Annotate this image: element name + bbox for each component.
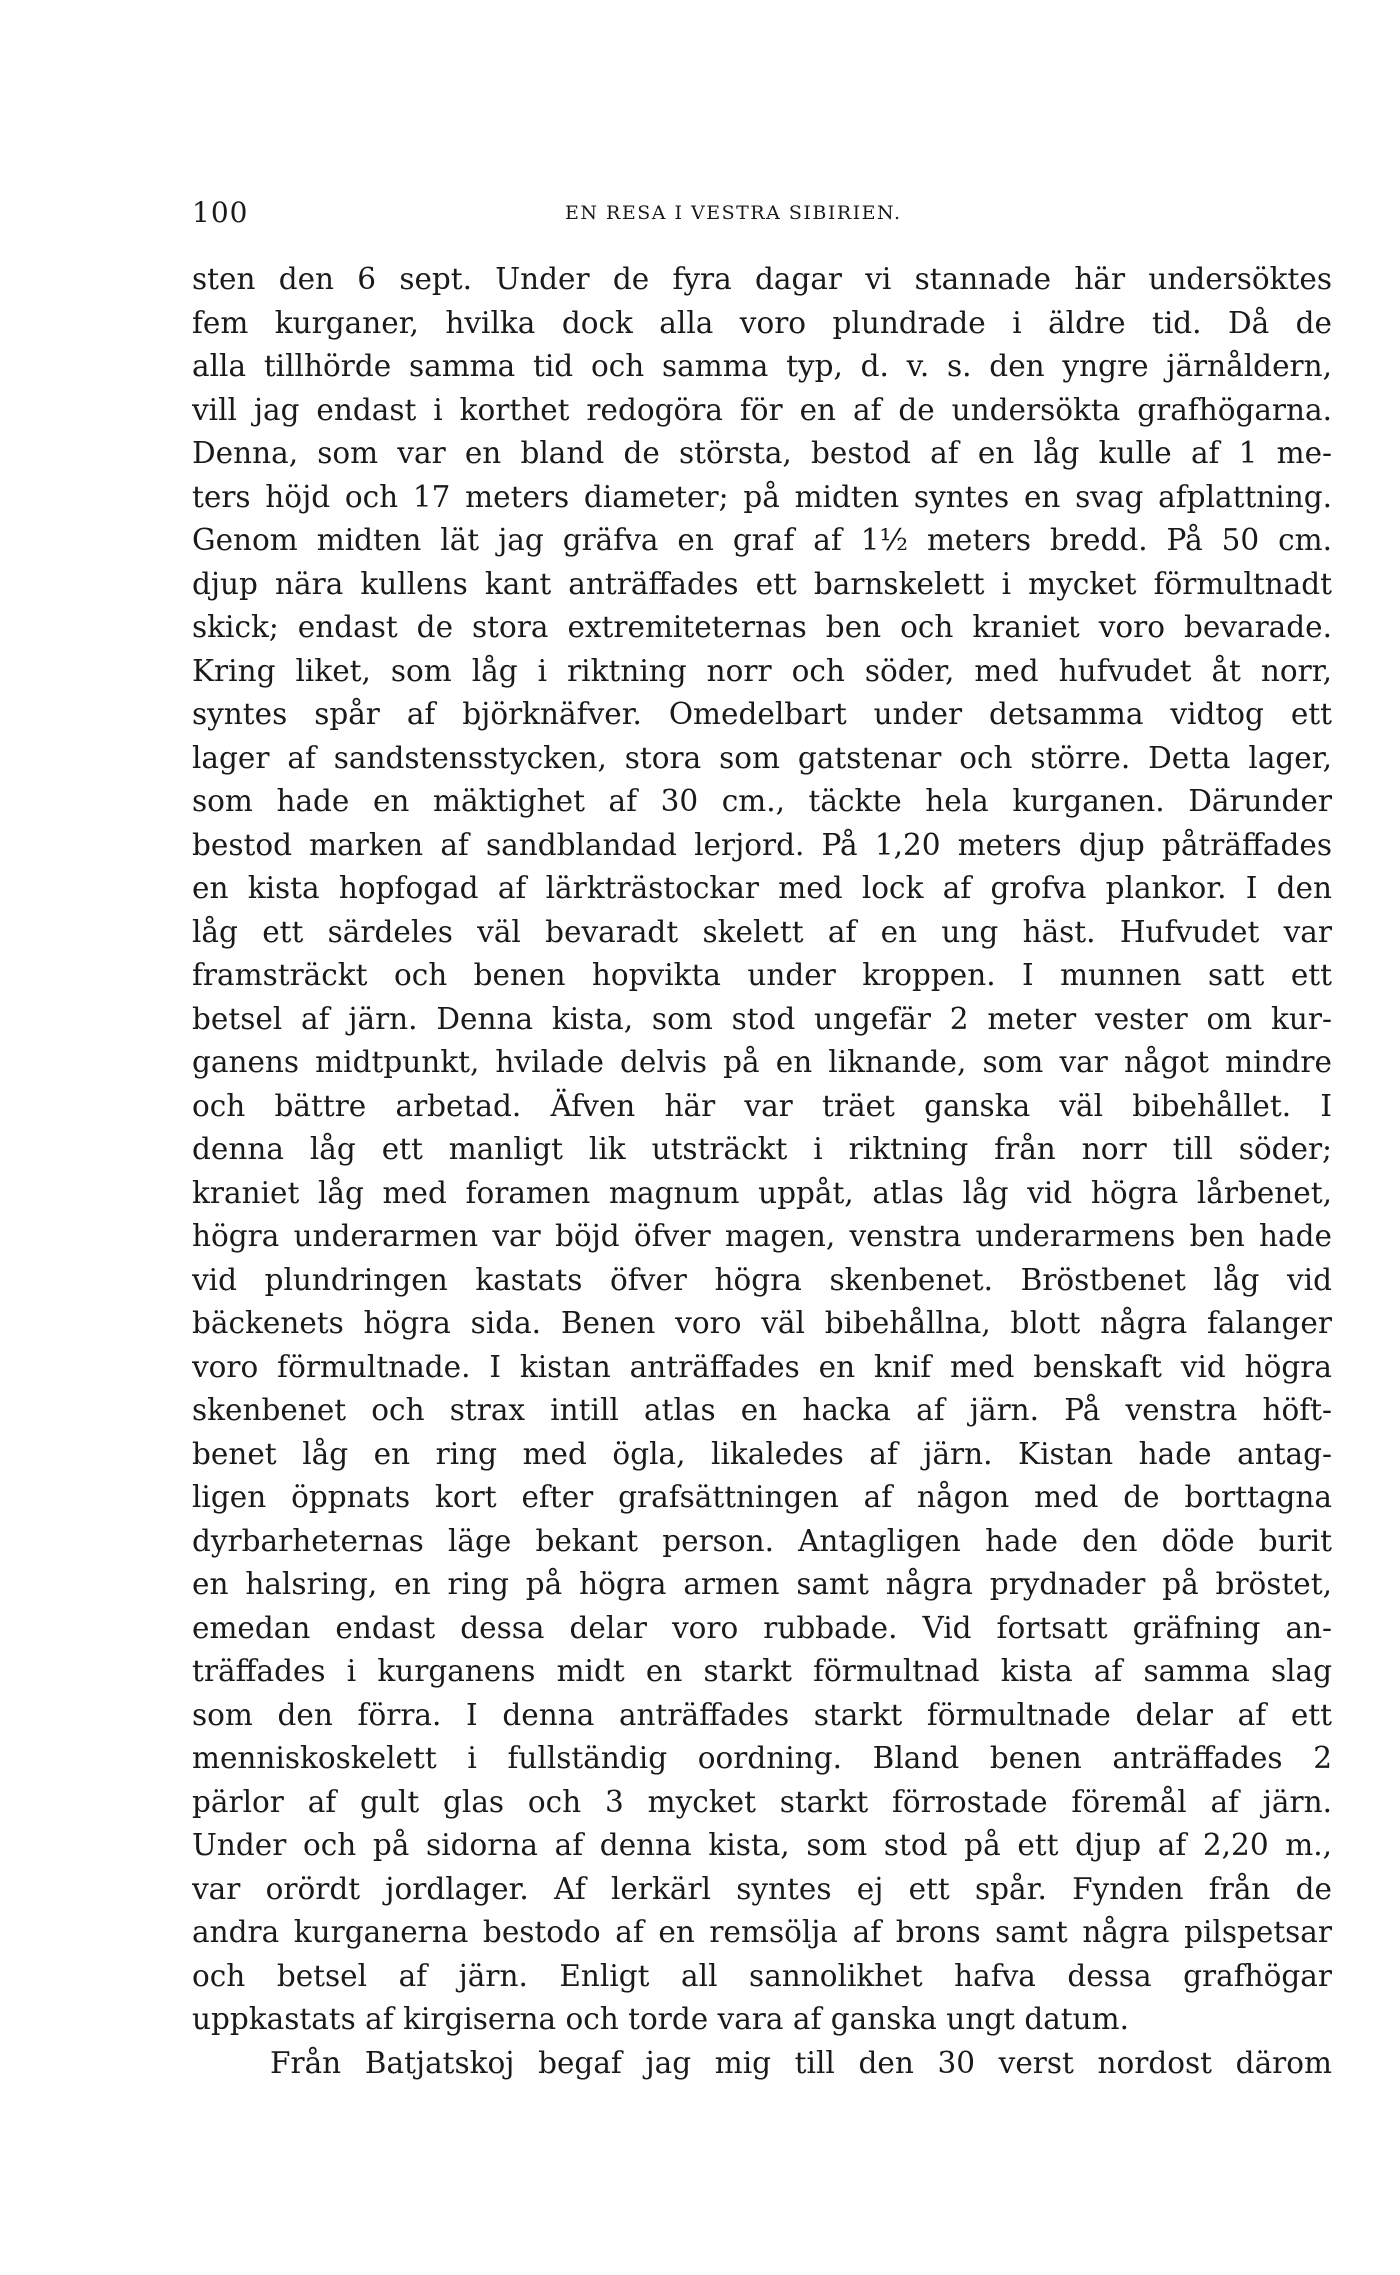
text-line: högra underarmen var böjd öfver magen, venstra underarmens ben hade <box>192 1219 1332 1253</box>
running-title: EN RESA I VESTRA SIBIRIEN. <box>565 202 902 224</box>
text-line: vill jag endast i korthet redogöra för en af de undersökta grafhögarna. <box>192 392 1332 427</box>
text-line: som hade en mäktighet af 30 cm., täckte hela kurganen. Därunder <box>192 784 1332 818</box>
text-line: sten den 6 sept. Under de fyra dagar vi stannade här undersöktes <box>192 262 1332 296</box>
text-line: dyrbarheternas läge bekant person. Antagligen hade den döde burit <box>192 1523 1332 1558</box>
text-line: fem kurganer, hvilka dock alla voro plundrade i äldre tid. Då de <box>192 305 1332 340</box>
text-line: benet låg en ring med ögla, likaledes af järn. Kistan hade antag- <box>192 1436 1332 1471</box>
text-line: alla tillhörde samma tid och samma typ, d. v. s. den yngre järnåldern, <box>192 349 1332 383</box>
text-line: skick; endast de stora extremiteternas ben och kraniet voro bevarade. <box>192 610 1332 644</box>
text-line: en kista hopfogad af lärkträstockar med lock af grofva plankor. I den <box>192 871 1332 905</box>
text-line: träffades i kurganens midt en starkt förmultnad kista af samma slag <box>192 1654 1332 1688</box>
text-line: pärlor af gult glas och 3 mycket starkt förrostade föremål af järn. <box>192 1784 1332 1819</box>
text-line: kraniet låg med foramen magnum uppåt, atlas låg vid högra lårbenet, <box>192 1175 1332 1210</box>
text-line: uppkastats af kirgiserna och torde vara af ganska ungt datum. <box>192 2002 1129 2036</box>
text-line: låg ett särdeles väl bevaradt skelett af en ung häst. Hufvudet var <box>192 914 1332 949</box>
text-line: Från Batjatskoj begaf jag mig till den 30 verst nordost därom <box>270 2045 1332 2080</box>
text-line: menniskoskelett i fullständig oordning. Bland benen anträffades 2 <box>192 1741 1332 1775</box>
text-line: lager af sandstensstycken, stora som gatstenar och större. Detta lager, <box>192 740 1332 775</box>
text-line: bäckenets högra sida. Benen voro väl bibehållna, blott några falanger <box>192 1306 1332 1340</box>
text-line: och betsel af järn. Enligt all sannolikhet hafva dessa grafhögar <box>192 1958 1332 1993</box>
text-line: ters höjd och 17 meters diameter; på midten syntes en svag afplattning. <box>192 479 1332 514</box>
text-line: framsträckt och benen hopvikta under kroppen. I munnen satt ett <box>192 958 1332 992</box>
text-line: Kring liket, som låg i riktning norr och söder, med hufvudet åt norr, <box>192 653 1332 688</box>
text-line: syntes spår af björknäfver. Omedelbart under detsamma vidtog ett <box>192 697 1332 731</box>
text-line: som den förra. I denna anträffades starkt förmultnade delar af ett <box>192 1697 1332 1732</box>
text-line: Denna, som var en bland de största, bestod af en låg kulle af 1 me- <box>192 436 1332 470</box>
text-line: Under och på sidorna af denna kista, som stod på ett djup af 2,20 m., <box>192 1828 1332 1862</box>
page-number: 100 <box>192 196 249 229</box>
text-line: betsel af järn. Denna kista, som stod ungefär 2 meter vester om kur- <box>192 1001 1332 1036</box>
text-line: denna låg ett manligt lik utsträckt i riktning från norr till söder; <box>192 1132 1332 1166</box>
text-line: djup nära kullens kant anträffades ett barnskelett i mycket förmultnadt <box>192 566 1332 601</box>
text-line: vid plundringen kastats öfver högra skenbenet. Bröstbenet låg vid <box>192 1262 1332 1297</box>
text-line: ligen öppnats kort efter grafsättningen af någon med de borttagna <box>192 1480 1332 1514</box>
text-line: andra kurganerna bestodo af en remsölja af brons samt några pilspetsar <box>192 1915 1332 1949</box>
text-line: voro förmultnade. I kistan anträffades en knif med benskaft vid högra <box>192 1349 1332 1384</box>
text-line: emedan endast dessa delar voro rubbade. Vid fortsatt gräfning an- <box>192 1610 1332 1645</box>
text-line: bestod marken af sandblandad lerjord. På 1,20 meters djup påträffades <box>192 827 1332 862</box>
body-text <box>192 258 1332 2085</box>
text-line: Genom midten lät jag gräfva en graf af 1½ meters bredd. På 50 cm. <box>192 523 1332 557</box>
text-line: var orördt jordlager. Af lerkärl syntes ej ett spår. Fynden från de <box>192 1871 1332 1906</box>
text-line: en halsring, en ring på högra armen samt några prydnader på bröstet, <box>192 1567 1332 1601</box>
text-line: skenbenet och strax intill atlas en hacka af järn. På venstra höft- <box>192 1393 1332 1427</box>
text-line: ganens midtpunkt, hvilade delvis på en liknande, som var något mindre <box>192 1045 1332 1079</box>
text-line: och bättre arbetad. Äfven här var träet ganska väl bibehållet. I <box>192 1088 1332 1123</box>
